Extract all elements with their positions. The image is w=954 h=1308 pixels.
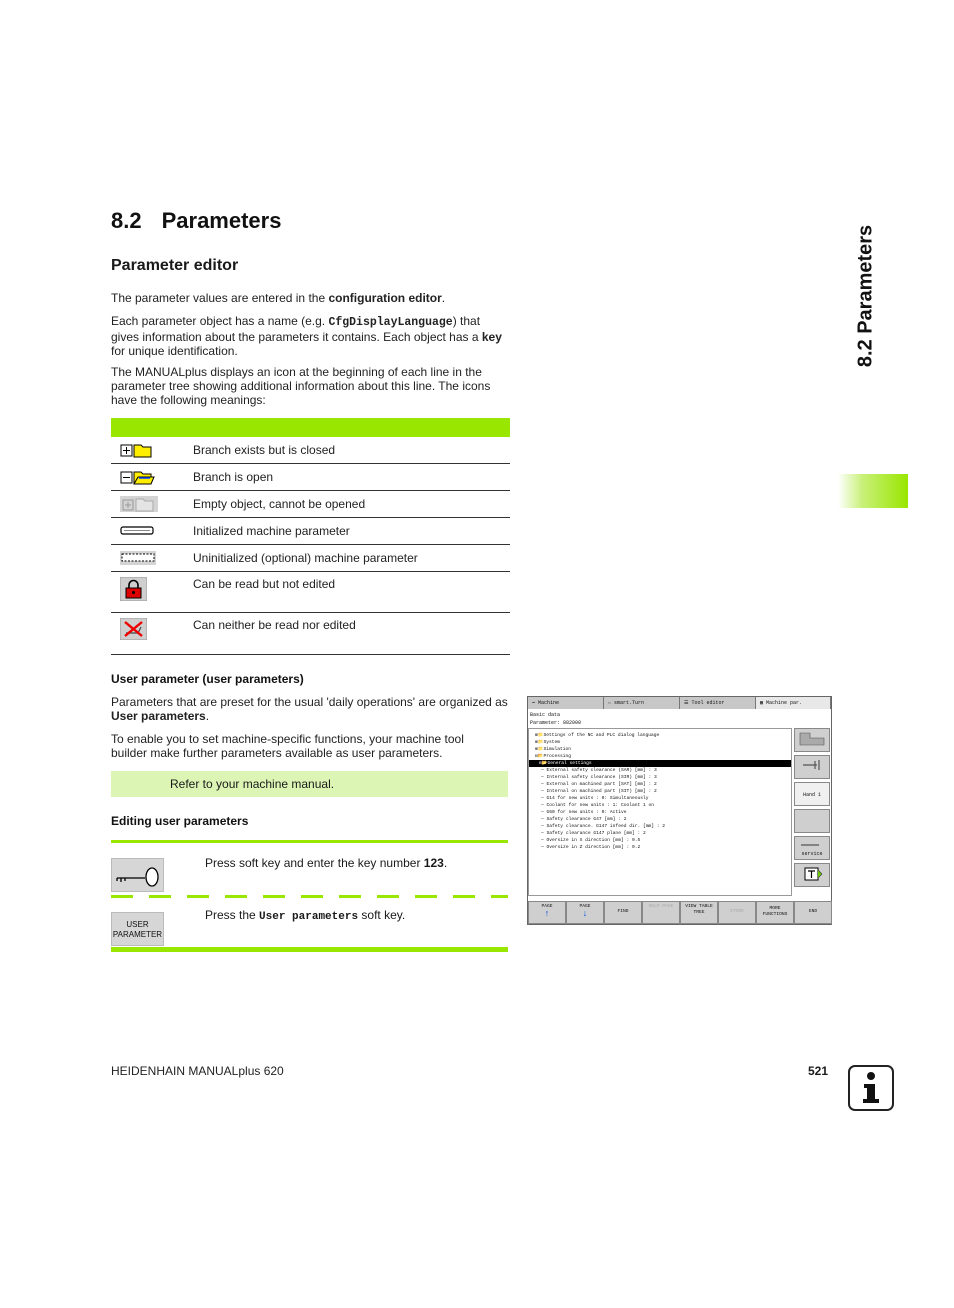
table-row: Can be read but not edited bbox=[111, 572, 510, 613]
parameter-tree bbox=[528, 728, 792, 896]
softkey-store[interactable]: STORE bbox=[718, 901, 756, 924]
tab-tool-editor[interactable]: ☰ Tool editor bbox=[680, 697, 756, 709]
machine-manual-note: Refer to your machine manual. bbox=[111, 771, 508, 797]
softkey-page-up[interactable]: PAGE ↑ bbox=[528, 901, 566, 924]
list-item[interactable]: — Internal on machined part (SIT) [mm] : 2 bbox=[541, 789, 657, 794]
list-item[interactable]: — G14 for new units : 0: Simultaneously bbox=[541, 796, 649, 801]
softkey-more-functions[interactable]: MORE FUNCTIONS bbox=[756, 901, 794, 924]
read-only-lock-icon bbox=[111, 577, 193, 601]
softkey-right-2[interactable] bbox=[794, 755, 830, 779]
intro-paragraph-2: Each parameter object has a name (e.g. CfgDisplayLanguage) that gives information about the parameters it contains. Each object has a key for unique identification. bbox=[111, 314, 502, 358]
icon-legend-table bbox=[111, 418, 510, 655]
table-row: Uninitialized (optional) machine parameter bbox=[111, 545, 510, 572]
arrow-down-icon: ↓ bbox=[582, 909, 588, 919]
editing-steps bbox=[111, 840, 508, 952]
side-tab-marker bbox=[838, 474, 908, 508]
tab-machine-par[interactable]: ▦ Machine par. bbox=[756, 697, 831, 709]
list-item[interactable]: ⊞📁System bbox=[535, 740, 561, 745]
steps-bottom-rule bbox=[111, 947, 508, 952]
softkey-service[interactable]: service bbox=[794, 836, 830, 860]
user-parameters-paragraph-2: To enable you to set machine-specific functions, your machine tool builder make further parameters available as user parameters. bbox=[111, 732, 464, 760]
softkey-page-down[interactable]: PAGE ↓ bbox=[566, 901, 604, 924]
list-item[interactable]: — Coolant for new units : 1: Coolant 1 on bbox=[541, 803, 655, 808]
editing-heading: Editing user parameters bbox=[111, 814, 249, 828]
step-key-number bbox=[111, 843, 508, 895]
list-item[interactable]: — External on machined part [SAT] [mm] : 2 bbox=[541, 782, 657, 787]
user-parameter-softkey[interactable]: USER PARAMETER bbox=[111, 912, 164, 946]
initialized-parameter-icon bbox=[111, 524, 193, 538]
table-row: Initialized machine parameter bbox=[111, 518, 510, 545]
list-item[interactable]: — Oversize in X direction [mm] : 0.5 bbox=[541, 838, 641, 843]
softkey-right-6[interactable] bbox=[794, 863, 830, 887]
controller-screenshot bbox=[527, 696, 832, 925]
list-item[interactable]: ⊞📁Settings of the NC and PLC dialog language bbox=[535, 733, 660, 738]
key-icon bbox=[112, 859, 163, 891]
arrow-up-icon: ↑ bbox=[544, 909, 550, 919]
softkey-hand[interactable]: Hand 1 bbox=[794, 782, 830, 806]
step-user-parameters bbox=[111, 898, 508, 947]
tool-table-icon bbox=[797, 864, 827, 884]
intro-paragraph-3: The MANUALplus displays an icon at the beginning of each line in the parameter tree showing additional information about this line. The icons have the following meanings: bbox=[111, 365, 491, 407]
screen-basic-data: Basic data bbox=[530, 712, 561, 718]
step-1-text: Press soft key and enter the key number 123. bbox=[205, 856, 448, 870]
list-item[interactable]: — G60 for new units : 0: Active bbox=[541, 810, 627, 815]
page-number: 521 bbox=[808, 1064, 829, 1078]
table-row: Branch is open bbox=[111, 464, 510, 491]
section-number: 8.2 bbox=[111, 208, 142, 233]
uninitialized-parameter-icon bbox=[111, 551, 193, 565]
user-parameters-heading: User parameter (user parameters) bbox=[111, 672, 304, 686]
screen-tab-bar bbox=[528, 697, 831, 709]
table-row: Branch exists but is closed bbox=[111, 437, 510, 464]
section-title bbox=[111, 208, 281, 234]
footer-product-name: HEIDENHAIN MANUALplus 620 bbox=[111, 1064, 284, 1078]
subsection-title: Parameter editor bbox=[111, 257, 239, 274]
empty-object-icon bbox=[111, 496, 193, 512]
table-header-bar bbox=[111, 418, 510, 437]
service-icon bbox=[797, 841, 827, 849]
list-item[interactable]: — Oversize in Z direction [mm] : 0.2 bbox=[541, 845, 641, 850]
list-item[interactable]: — Safety clearance G147 plane [mm] : 2 bbox=[541, 831, 646, 836]
intro-paragraph-1: The parameter values are entered in the configuration editor. bbox=[111, 291, 446, 305]
tab-machine[interactable]: ➡ Machine bbox=[528, 697, 604, 709]
branch-closed-icon bbox=[111, 442, 193, 458]
softkey-end[interactable]: END bbox=[794, 901, 832, 924]
side-tab-label: 8.2 Parameters bbox=[854, 224, 877, 367]
screen-parameter-label: Parameter: 882000 bbox=[530, 720, 582, 726]
table-row: Empty object, cannot be opened bbox=[111, 491, 510, 518]
step-2-text: Press the User parameters soft key. bbox=[205, 908, 406, 923]
list-item-selected[interactable]: ⊟📂General settings bbox=[529, 760, 791, 767]
user-parameters-paragraph-1: Parameters that are preset for the usual 'daily operations' are organized as User parameters. bbox=[111, 695, 508, 723]
softkey-help-page[interactable]: HELP PAGE bbox=[642, 901, 680, 924]
tab-smart-turn[interactable]: ⇔ smart.Turn bbox=[604, 697, 680, 709]
list-item[interactable]: — External safety clearance (SAR) [mm] : 3 bbox=[541, 768, 657, 773]
info-icon bbox=[848, 1065, 894, 1111]
table-row: Can neither be read nor edited bbox=[111, 613, 510, 655]
no-access-icon bbox=[111, 618, 193, 640]
softkey-right-4[interactable] bbox=[794, 809, 830, 833]
softkey-right-1[interactable] bbox=[794, 728, 830, 752]
section-title-text: Parameters bbox=[161, 208, 282, 233]
branch-open-icon bbox=[111, 469, 193, 485]
softkey-find[interactable]: FIND bbox=[604, 901, 642, 924]
list-item[interactable]: ⊟📂Processing bbox=[535, 754, 572, 759]
key-softkey[interactable] bbox=[111, 858, 164, 892]
list-item[interactable]: ⊞📁Simulation bbox=[535, 747, 572, 752]
list-item[interactable]: — Internal safety clearance (SIR) [mm] : 3 bbox=[541, 775, 657, 780]
softkey-view-table-tree[interactable]: VIEW TABLE TREE bbox=[680, 901, 718, 924]
tool-icon bbox=[797, 756, 827, 774]
machine-icon bbox=[797, 729, 827, 747]
list-item[interactable]: — Safety clearance. G147 infeed dir. [mm] : 2 bbox=[541, 824, 666, 829]
list-item[interactable]: — Safety clearance G47 [mm] : 2 bbox=[541, 817, 627, 822]
